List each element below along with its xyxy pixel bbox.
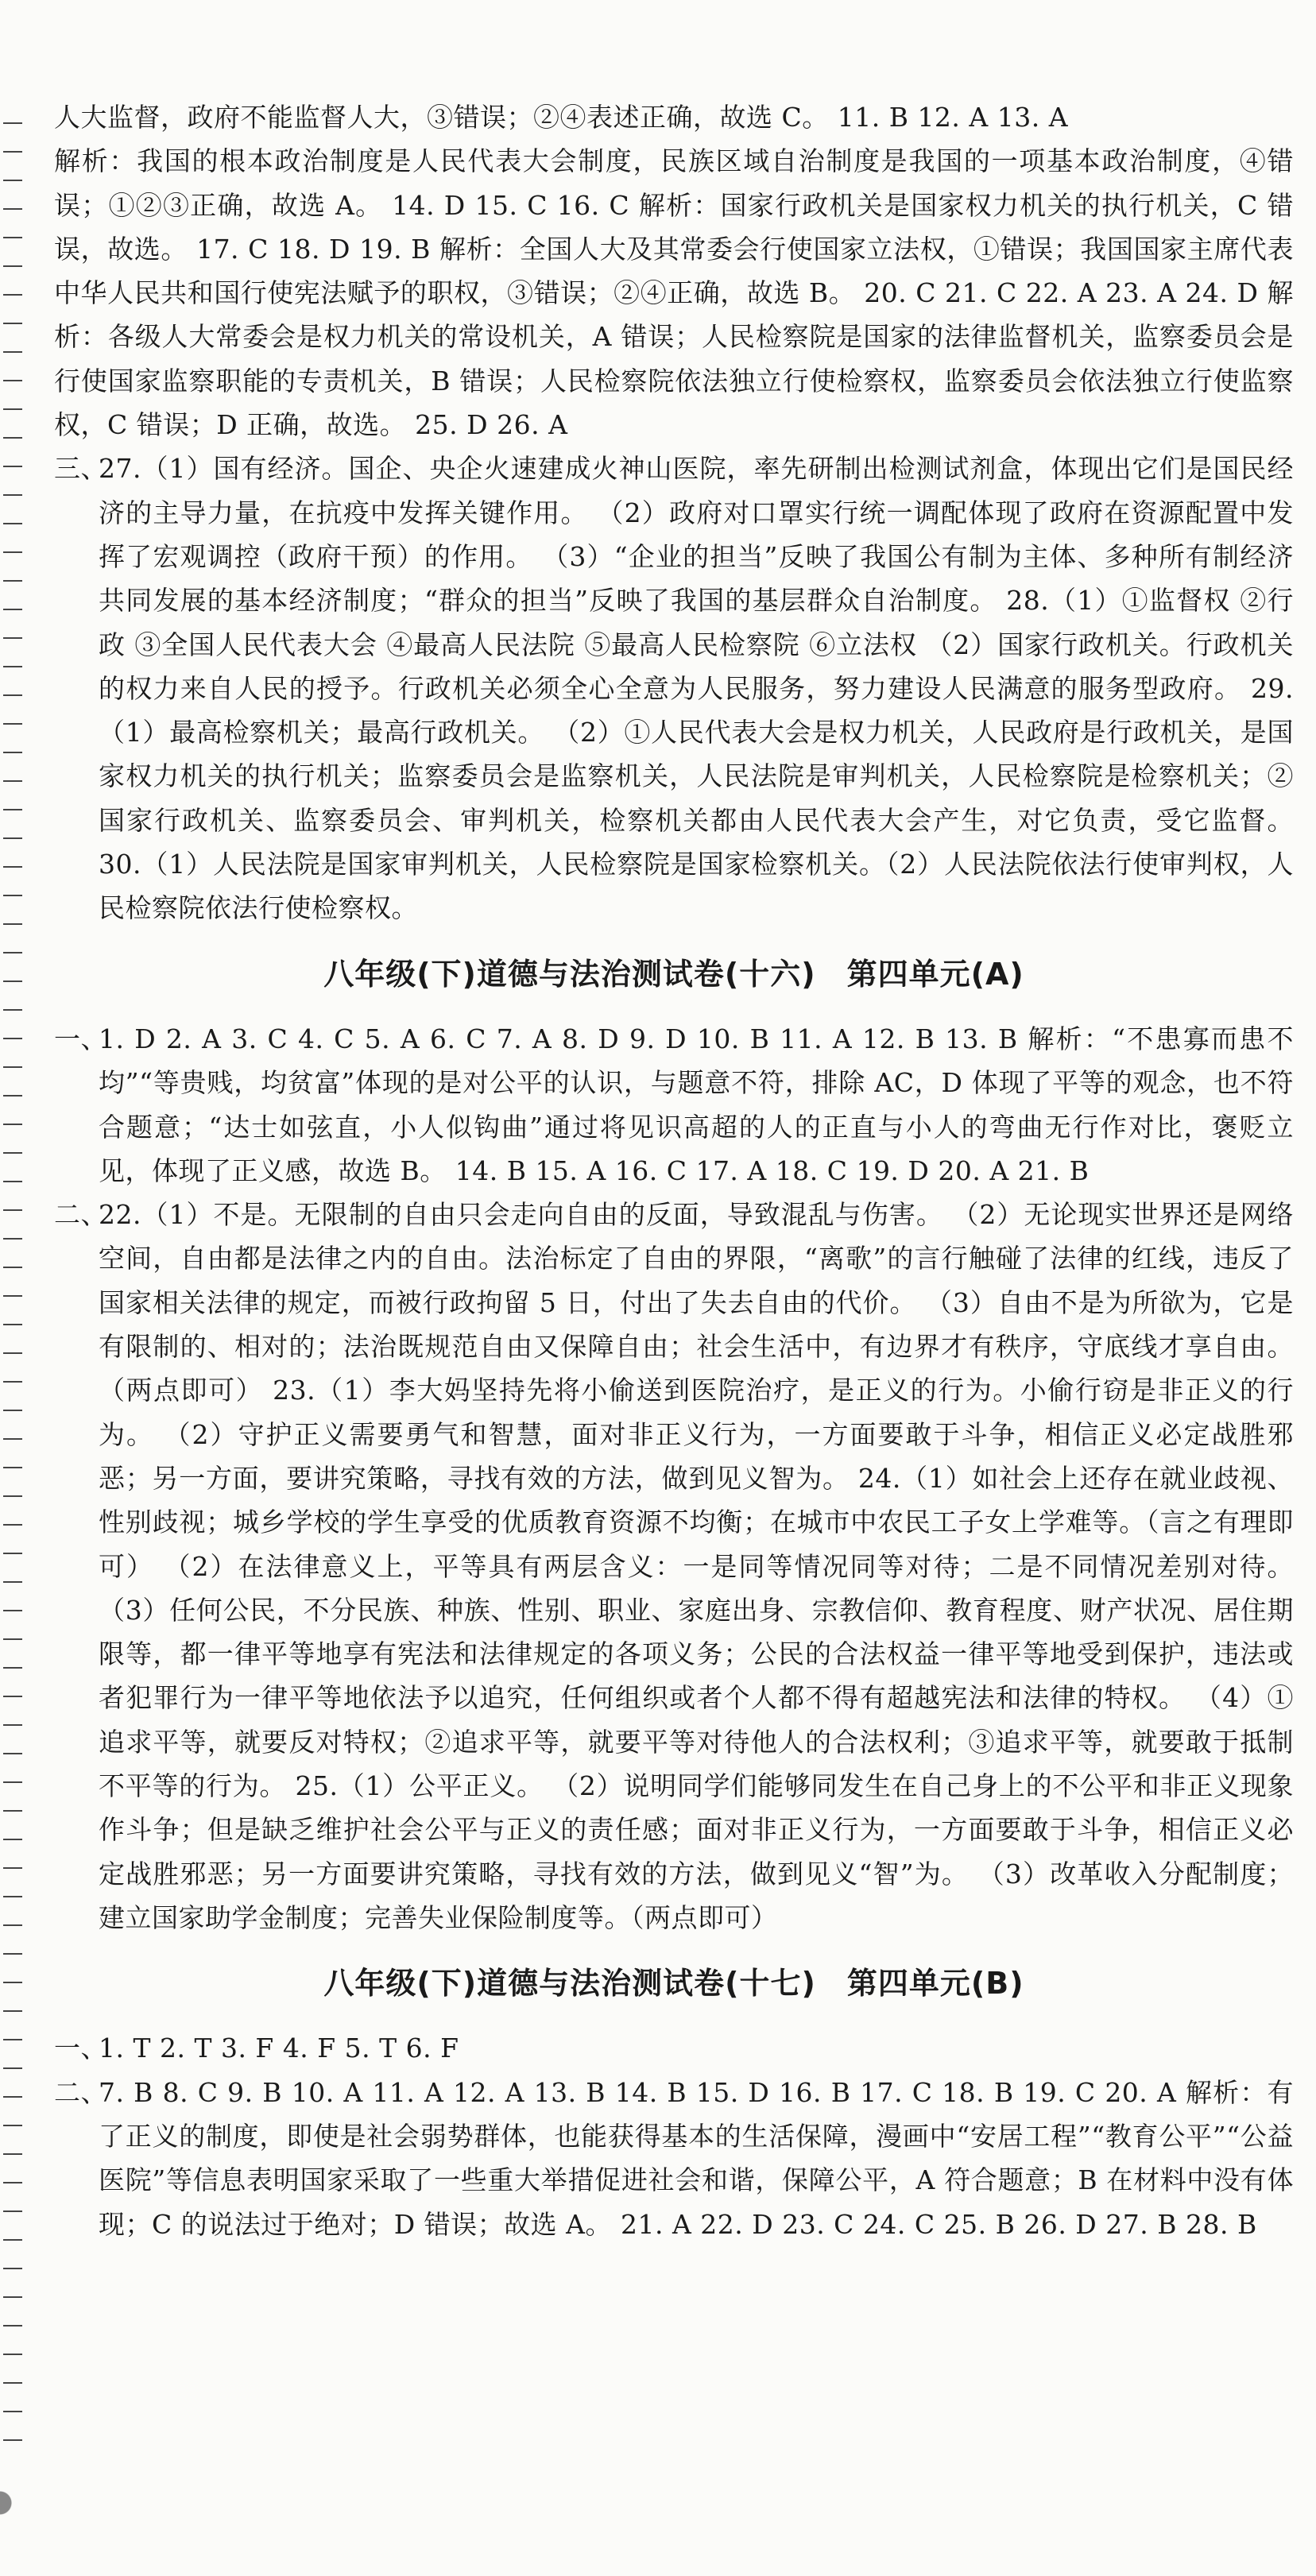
answer-paragraph: 1. T 2. T 3. F 4. F 5. T 6. F xyxy=(99,2033,459,2064)
answers-continued xyxy=(54,95,1294,447)
section-three-answers xyxy=(54,447,1294,930)
section-one-answers-b xyxy=(54,2026,1294,2070)
binding-margin xyxy=(3,95,22,2447)
test-heading-17: 八年级(下)道德与法治测试卷(十七) 第四单元(B) xyxy=(323,1966,1024,2002)
section-marker: 一、 xyxy=(54,1023,107,1054)
section-marker: 一、 xyxy=(54,2033,107,2064)
section-one-answers xyxy=(54,1017,1294,1193)
answer-paragraph: 1. D 2. A 3. C 4. C 5. A 6. C 7. A 8. D 9. D 10. B 11. A 12. B 13. B 解析：“不患寡而患不均”“等贵贱，均贫富”体现的是对公平的认识，与题意不符，排除 AC，D 体现了平等的观念，也不符合题意；“达士如弦直，小人似钩曲”通过将见识高超的人的正直与小人的弯曲无行作对比，褒贬立见，体现了正义感，故选 B。 14. B 15. A 16. C 17. A 18. C 19. D 20. A 21. B xyxy=(99,1023,1294,1186)
test-heading-16: 八年级(下)道德与法治测试卷(十六) 第四单元(A) xyxy=(323,956,1024,992)
section-marker: 三、 xyxy=(54,453,107,485)
section-marker: 二、 xyxy=(54,2076,107,2108)
page-corner-mark xyxy=(0,2479,17,2527)
answer-paragraph: 解析：我国的根本政治制度是人民代表大会制度，民族区域自治制度是我国的一项基本政治制度，④错误；①②③正确，故选 A。 14. D 15. C 16. C 解析：国家行政机关是国家权力机关的执行机关，C 错误，故选。 17. C 18. D 19. B 解析：全国人大及其常委会行使国家立法权，①错误；我国国家主席代表中华人民共和国行使宪法赋予的职权，③错误；②④正确，故选 B。 20. C 21. C 22. A 23. A 24. D 解析：各级人大常委会是权力机关的常设机关，A 错误；人民检察院是国家的法律监督机关，监察委员会是行使国家监察职能的专责机关，B 错误；人民检察院依法独立行使检察权，监察委员会依法独立行使监察权，C 错误；D 正确，故选。 25. D 26. A xyxy=(54,145,1294,441)
answer-paragraph: 27.（1）国有经济。国企、央企火速建成火神山医院，率先研制出检测试剂盒，体现出它们是国民经济的主导力量，在抗疫中发挥关键作用。 （2）政府对口罩实行统一调配体现了政府在资源配置中发挥了宏观调控（政府干预）的作用。 （3）“企业的担当”反映了我国公有制为主体、多种所有制经济共同发展的基本经济制度；“群众的担当”反映了我国的基层群众自治制度。 28.（1）①监督权 ②行政 ③全国人民代表大会 ④最高人民法院 ⑤最高人民检察院 ⑥立法权 （2）国家行政机关。行政机关的权力来自人民的授予。行政机关必须全心全意为人民服务，努力建设人民满意的服务型政府。 29.（1）最高检察机关；最高行政机关。 （2）①人民代表大会是权力机关，人民政府是行政机关，是国家权力机关的执行机关；监察委员会是监察机关，人民法院是审判机关，人民检察院是检察机关；②国家行政机关、监察委员会、审判机关，检察机关都由人民代表大会产生，对它负责，受它监督。 30.（1）人民法院是国家审判机关，人民检察院是国家检察机关。（2）人民法院依法行使审判权，人民检察院依法行使检察权。 xyxy=(99,453,1294,924)
section-marker: 二、 xyxy=(54,1199,107,1231)
answer-page xyxy=(54,95,1294,2246)
answer-paragraph: 22.（1）不是。无限制的自由只会走向自由的反面，导致混乱与伤害。 （2）无论现实世界还是网络空间，自由都是法律之内的自由。法治标定了自由的界限，“离歌”的言行触碰了法律的红线，违反了国家相关法律的规定，而被行政拘留 5 日，付出了失去自由的代价。 （3）自由不是为所欲为，它是有限制的、相对的；法治既规范自由又保障自由；社会生活中，有边界才有秩序，守底线才享自由。（两点即可） 23.（1）李大妈坚持先将小偷送到医院治疗，是正义的行为。小偷行窃是非正义的行为。 （2）守护正义需要勇气和智慧，面对非正义行为，一方面要敢于斗争，相信正义必定战胜邪恶；另一方面，要讲究策略，寻找有效的方法，做到见义智为。 24.（1）如社会上还存在就业歧视、性别歧视；城乡学校的学生享受的优质教育资源不均衡；在城市中农民工子女上学难等。（言之有理即可） （2）在法律意义上，平等具有两层含义：一是同等情况同等对待；二是不同情况差别对待。 （3）任何公民，不分民族、种族、性别、职业、家庭出身、宗教信仰、教育程度、财产状况、居住期限等，都一律平等地享有宪法和法律规定的各项义务；公民的合法权益一律平等地受到保护，违法或者犯罪行为一律平等地依法予以追究，任何组织或者个人都不得有超越宪法和法律的特权。 （4）①追求平等，就要反对特权；②追求平等，就要平等对待他人的合法权利；③追求平等，就要敢于抵制不平等的行为。 25.（1）公平正义。 （2）说明同学们能够同发生在自己身上的不公平和非正义现象作斗争；但是缺乏维护社会公平与正义的责任感；面对非正义行为，一方面要敢于斗争，相信正义必定战胜邪恶；另一方面要讲究策略，寻找有效的方法，做到见义“智”为。 （3）改革收入分配制度；建立国家助学金制度；完善失业保险制度等。（两点即可） xyxy=(99,1199,1294,1933)
section-two-answers xyxy=(54,1193,1294,1940)
section-two-answers-b xyxy=(54,2071,1294,2246)
answer-paragraph: 7. B 8. C 9. B 10. A 11. A 12. A 13. B 14. B 15. D 16. B 17. C 18. B 19. C 20. A 解析：有了正义的制度，即使是社会弱势群体，也能获得基本的生活保障，漫画中“安居工程”“教育公平”“公益医院”等信息表明国家采取了一些重大举措促进社会和谐，保障公平，A 符合题意；B 在材料中没有体现；C 的说法过于绝对；D 错误；故选 A。 21. A 22. D 23. C 24. C 25. B 26. D 27. B 28. B xyxy=(99,2076,1294,2240)
answer-line: 人大监督，政府不能监督人大，③错误；②④表述正确，故选 C。 11. B 12. A 13. A xyxy=(54,102,1069,133)
